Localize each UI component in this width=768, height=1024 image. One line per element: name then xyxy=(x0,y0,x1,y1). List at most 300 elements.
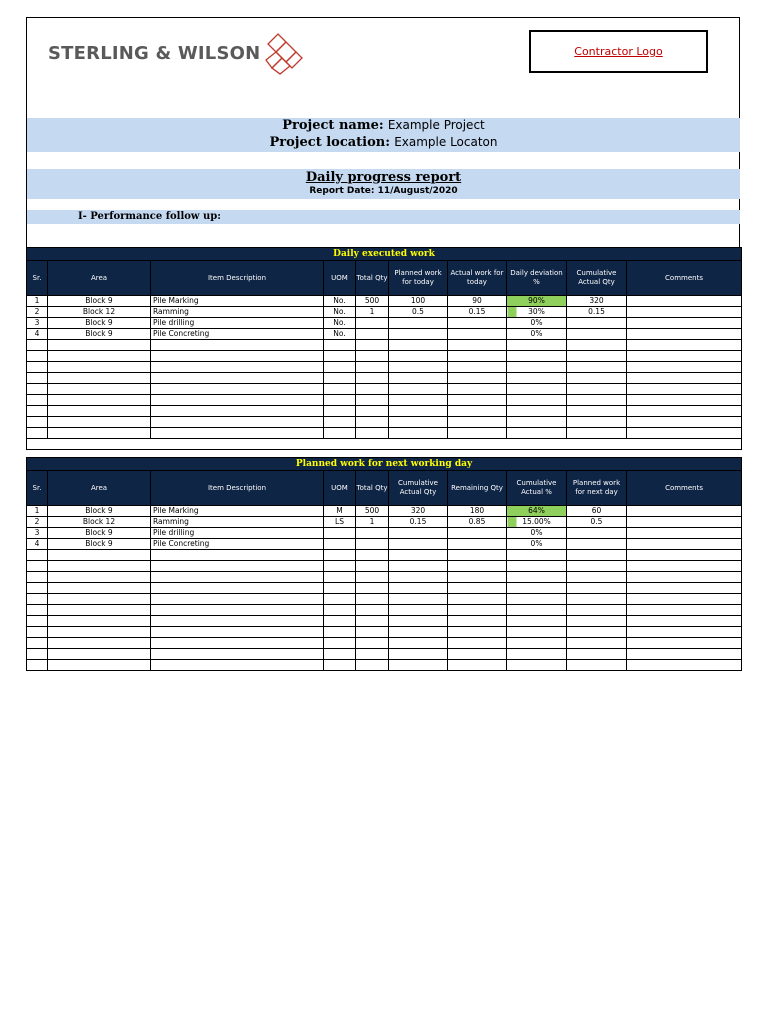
empty-cell[interactable] xyxy=(48,428,151,439)
empty-cell[interactable] xyxy=(627,660,742,671)
table-cell[interactable]: 180 xyxy=(448,506,507,517)
column-header: Item Description xyxy=(151,471,324,506)
empty-cell[interactable] xyxy=(27,373,48,384)
empty-cell[interactable] xyxy=(151,649,324,660)
table-cell[interactable]: 0% xyxy=(507,528,567,539)
empty-cell[interactable] xyxy=(356,616,389,627)
empty-cell[interactable] xyxy=(567,384,627,395)
empty-cell[interactable] xyxy=(507,373,567,384)
empty-cell[interactable] xyxy=(151,660,324,671)
empty-cell[interactable] xyxy=(567,362,627,373)
empty-cell[interactable] xyxy=(627,362,742,373)
empty-cell[interactable] xyxy=(27,384,48,395)
spacer-cell xyxy=(27,439,742,450)
empty-cell[interactable] xyxy=(627,627,742,638)
table-cell[interactable]: 1 xyxy=(356,517,389,528)
table-row xyxy=(27,329,742,340)
table-cell[interactable]: Pile Marking xyxy=(151,296,324,307)
empty-cell[interactable] xyxy=(356,417,389,428)
empty-cell[interactable] xyxy=(627,649,742,660)
empty-cell[interactable] xyxy=(48,351,151,362)
empty-cell[interactable] xyxy=(448,362,507,373)
empty-cell[interactable] xyxy=(627,395,742,406)
table-cell[interactable]: 0.5 xyxy=(567,517,627,528)
empty-cell[interactable] xyxy=(448,340,507,351)
column-header: Planned work for today xyxy=(389,261,448,296)
table-cell[interactable]: Block 9 xyxy=(48,318,151,329)
empty-cell[interactable] xyxy=(27,406,48,417)
empty-cell[interactable] xyxy=(356,627,389,638)
table-cell[interactable]: 64% xyxy=(507,506,567,517)
empty-cell[interactable] xyxy=(356,550,389,561)
empty-cell[interactable] xyxy=(627,605,742,616)
table-cell[interactable]: 90 xyxy=(448,296,507,307)
empty-cell[interactable] xyxy=(627,373,742,384)
table-cell[interactable]: 500 xyxy=(356,296,389,307)
empty-cell[interactable] xyxy=(356,351,389,362)
empty-cell[interactable] xyxy=(324,660,356,671)
empty-cell[interactable] xyxy=(48,616,151,627)
empty-cell[interactable] xyxy=(48,638,151,649)
table-cell[interactable] xyxy=(324,528,356,539)
table-cell[interactable]: 0% xyxy=(507,318,567,329)
empty-cell[interactable] xyxy=(507,351,567,362)
table-cell[interactable] xyxy=(356,318,389,329)
table-cell[interactable]: 0.15 xyxy=(567,307,627,318)
empty-cell[interactable] xyxy=(324,340,356,351)
empty-cell[interactable] xyxy=(567,616,627,627)
empty-cell[interactable] xyxy=(48,550,151,561)
empty-cell[interactable] xyxy=(151,351,324,362)
empty-cell[interactable] xyxy=(507,627,567,638)
empty-cell[interactable] xyxy=(627,550,742,561)
empty-cell[interactable] xyxy=(448,627,507,638)
empty-cell[interactable] xyxy=(151,362,324,373)
empty-cell[interactable] xyxy=(627,428,742,439)
empty-cell[interactable] xyxy=(567,406,627,417)
empty-cell[interactable] xyxy=(151,572,324,583)
empty-cell[interactable] xyxy=(448,351,507,362)
empty-cell[interactable] xyxy=(27,351,48,362)
empty-cell[interactable] xyxy=(27,428,48,439)
table-cell[interactable]: 4 xyxy=(27,539,48,550)
table-cell[interactable]: Block 9 xyxy=(48,539,151,550)
empty-cell[interactable] xyxy=(389,638,448,649)
table-cell[interactable]: Block 9 xyxy=(48,329,151,340)
empty-cell[interactable] xyxy=(27,561,48,572)
empty-cell[interactable] xyxy=(324,550,356,561)
empty-cell[interactable] xyxy=(389,649,448,660)
table-cell[interactable]: Block 12 xyxy=(48,517,151,528)
empty-cell[interactable] xyxy=(356,561,389,572)
empty-cell[interactable] xyxy=(151,627,324,638)
empty-cell[interactable] xyxy=(151,395,324,406)
empty-cell[interactable] xyxy=(356,660,389,671)
empty-cell[interactable] xyxy=(507,572,567,583)
table-cell[interactable] xyxy=(567,329,627,340)
empty-cell[interactable] xyxy=(627,384,742,395)
empty-cell[interactable] xyxy=(389,417,448,428)
empty-cell[interactable] xyxy=(627,417,742,428)
empty-cell[interactable] xyxy=(389,572,448,583)
column-header: Total Qty xyxy=(356,471,389,506)
empty-cell[interactable] xyxy=(27,605,48,616)
table-cell[interactable]: Pile Marking xyxy=(151,506,324,517)
table-cell[interactable]: No. xyxy=(324,329,356,340)
empty-cell[interactable] xyxy=(448,550,507,561)
empty-cell[interactable] xyxy=(151,561,324,572)
empty-cell[interactable] xyxy=(356,395,389,406)
empty-cell[interactable] xyxy=(48,362,151,373)
empty-cell[interactable] xyxy=(507,605,567,616)
table-cell[interactable]: 2 xyxy=(27,307,48,318)
empty-cell[interactable] xyxy=(627,561,742,572)
column-header-row xyxy=(27,471,742,506)
table-cell[interactable]: 0.15 xyxy=(389,517,448,528)
empty-cell[interactable] xyxy=(48,406,151,417)
empty-cell[interactable] xyxy=(448,616,507,627)
table-cell[interactable] xyxy=(627,528,742,539)
empty-cell[interactable] xyxy=(151,340,324,351)
empty-cell[interactable] xyxy=(356,594,389,605)
empty-cell[interactable] xyxy=(27,550,48,561)
table-cell[interactable] xyxy=(567,539,627,550)
empty-cell[interactable] xyxy=(389,362,448,373)
table-cell[interactable] xyxy=(627,296,742,307)
table-cell[interactable]: 2 xyxy=(27,517,48,528)
table-cell[interactable]: No. xyxy=(324,307,356,318)
table-cell[interactable]: M xyxy=(324,506,356,517)
empty-cell[interactable] xyxy=(448,395,507,406)
table-cell[interactable] xyxy=(356,539,389,550)
table-cell[interactable]: Block 9 xyxy=(48,506,151,517)
table-cell[interactable] xyxy=(389,539,448,550)
empty-cell[interactable] xyxy=(389,406,448,417)
empty-cell[interactable] xyxy=(356,406,389,417)
table-cell[interactable] xyxy=(627,539,742,550)
empty-cell[interactable] xyxy=(567,340,627,351)
table-cell[interactable] xyxy=(627,329,742,340)
table-cell[interactable]: 3 xyxy=(27,528,48,539)
empty-cell[interactable] xyxy=(324,561,356,572)
empty-cell[interactable] xyxy=(567,395,627,406)
empty-cell[interactable] xyxy=(567,373,627,384)
table-cell[interactable] xyxy=(448,329,507,340)
empty-cell[interactable] xyxy=(507,428,567,439)
empty-cell[interactable] xyxy=(324,406,356,417)
empty-cell[interactable] xyxy=(324,395,356,406)
empty-cell[interactable] xyxy=(507,340,567,351)
empty-cell[interactable] xyxy=(48,594,151,605)
empty-cell[interactable] xyxy=(567,605,627,616)
table-cell[interactable] xyxy=(356,329,389,340)
table-cell[interactable]: 30% xyxy=(507,307,567,318)
empty-cell[interactable] xyxy=(389,384,448,395)
table-cell[interactable] xyxy=(627,506,742,517)
empty-cell[interactable] xyxy=(324,417,356,428)
empty-cell[interactable] xyxy=(567,649,627,660)
section-title: Planned work for next working day xyxy=(27,458,742,471)
table-cell[interactable]: 0% xyxy=(507,329,567,340)
table-cell[interactable]: 1 xyxy=(27,506,48,517)
table-cell[interactable]: LS xyxy=(324,517,356,528)
empty-cell[interactable] xyxy=(27,638,48,649)
empty-cell[interactable] xyxy=(48,561,151,572)
empty-cell[interactable] xyxy=(324,649,356,660)
table-cell[interactable] xyxy=(448,528,507,539)
empty-cell[interactable] xyxy=(48,627,151,638)
empty-cell[interactable] xyxy=(627,583,742,594)
empty-cell[interactable] xyxy=(448,417,507,428)
empty-cell[interactable] xyxy=(356,583,389,594)
empty-cell[interactable] xyxy=(151,406,324,417)
table-cell[interactable]: 4 xyxy=(27,329,48,340)
empty-cell[interactable] xyxy=(389,550,448,561)
empty-cell[interactable] xyxy=(389,395,448,406)
company-name: STERLING & WILSON xyxy=(48,42,261,64)
empty-cell[interactable] xyxy=(48,649,151,660)
empty-cell[interactable] xyxy=(151,417,324,428)
empty-cell[interactable] xyxy=(627,340,742,351)
empty-cell[interactable] xyxy=(567,594,627,605)
table-cell[interactable]: 3 xyxy=(27,318,48,329)
empty-cell[interactable] xyxy=(324,572,356,583)
column-header: Actual work for today xyxy=(448,261,507,296)
empty-cell[interactable] xyxy=(27,649,48,660)
empty-cell[interactable] xyxy=(389,351,448,362)
empty-cell[interactable] xyxy=(507,649,567,660)
table-cell[interactable] xyxy=(567,528,627,539)
table-cell[interactable]: Pile Concreting xyxy=(151,539,324,550)
empty-cell[interactable] xyxy=(448,406,507,417)
empty-cell[interactable] xyxy=(627,406,742,417)
empty-cell[interactable] xyxy=(151,373,324,384)
empty-cell[interactable] xyxy=(324,616,356,627)
project-location-value: Example Locaton xyxy=(394,135,498,149)
empty-cell[interactable] xyxy=(567,638,627,649)
empty-cell[interactable] xyxy=(324,605,356,616)
empty-cell[interactable] xyxy=(448,428,507,439)
empty-cell[interactable] xyxy=(389,627,448,638)
empty-cell[interactable] xyxy=(324,638,356,649)
empty-cell[interactable] xyxy=(567,428,627,439)
table-cell[interactable] xyxy=(389,318,448,329)
table-cell[interactable]: 0.5 xyxy=(389,307,448,318)
empty-cell[interactable] xyxy=(507,384,567,395)
table-cell[interactable]: 15.00% xyxy=(507,517,567,528)
table-cell[interactable]: 0.15 xyxy=(448,307,507,318)
table-cell[interactable] xyxy=(356,528,389,539)
table-cell[interactable] xyxy=(324,539,356,550)
empty-cell[interactable] xyxy=(448,561,507,572)
column-header: Remaining Qty xyxy=(448,471,507,506)
empty-cell[interactable] xyxy=(356,605,389,616)
table-row xyxy=(27,539,742,550)
empty-cell[interactable] xyxy=(324,362,356,373)
empty-cell[interactable] xyxy=(151,550,324,561)
empty-cell[interactable] xyxy=(507,550,567,561)
table-row xyxy=(27,296,742,307)
table-cell[interactable] xyxy=(627,517,742,528)
empty-cell[interactable] xyxy=(27,362,48,373)
empty-cell[interactable] xyxy=(356,649,389,660)
empty-cell[interactable] xyxy=(389,428,448,439)
table-cell[interactable]: 100 xyxy=(389,296,448,307)
empty-cell[interactable] xyxy=(151,605,324,616)
empty-cell[interactable] xyxy=(27,660,48,671)
table-row xyxy=(27,517,742,528)
table-cell[interactable]: 0% xyxy=(507,539,567,550)
empty-cell[interactable] xyxy=(324,384,356,395)
table-cell[interactable]: Block 12 xyxy=(48,307,151,318)
empty-cell[interactable] xyxy=(389,340,448,351)
empty-cell[interactable] xyxy=(356,638,389,649)
empty-cell[interactable] xyxy=(48,605,151,616)
table-cell[interactable]: Pile drilling xyxy=(151,528,324,539)
empty-cell[interactable] xyxy=(507,561,567,572)
empty-cell[interactable] xyxy=(324,594,356,605)
empty-cell[interactable] xyxy=(389,616,448,627)
empty-cell[interactable] xyxy=(567,572,627,583)
table-cell[interactable]: Block 9 xyxy=(48,296,151,307)
empty-row xyxy=(27,395,742,406)
empty-cell[interactable] xyxy=(389,373,448,384)
table-cell[interactable]: 320 xyxy=(389,506,448,517)
empty-cell[interactable] xyxy=(567,417,627,428)
empty-cell[interactable] xyxy=(356,572,389,583)
empty-cell[interactable] xyxy=(389,594,448,605)
empty-cell[interactable] xyxy=(507,362,567,373)
empty-cell[interactable] xyxy=(627,594,742,605)
empty-cell[interactable] xyxy=(389,583,448,594)
project-name-value: Example Project xyxy=(387,118,485,132)
empty-cell[interactable] xyxy=(507,417,567,428)
empty-cell[interactable] xyxy=(448,605,507,616)
empty-cell[interactable] xyxy=(151,428,324,439)
empty-cell[interactable] xyxy=(507,660,567,671)
table-cell[interactable]: Block 9 xyxy=(48,528,151,539)
empty-cell[interactable] xyxy=(567,561,627,572)
empty-row xyxy=(27,550,742,561)
empty-cell[interactable] xyxy=(151,583,324,594)
table-cell[interactable] xyxy=(627,318,742,329)
contractor-logo-placeholder: Contractor Logo xyxy=(529,30,708,73)
empty-cell[interactable] xyxy=(389,561,448,572)
empty-cell[interactable] xyxy=(27,572,48,583)
table-cell[interactable]: Pile drilling xyxy=(151,318,324,329)
table-cell[interactable]: 60 xyxy=(567,506,627,517)
empty-cell[interactable] xyxy=(507,583,567,594)
empty-cell[interactable] xyxy=(356,340,389,351)
empty-cell[interactable] xyxy=(324,583,356,594)
empty-cell[interactable] xyxy=(324,351,356,362)
empty-cell[interactable] xyxy=(448,583,507,594)
empty-cell[interactable] xyxy=(507,406,567,417)
empty-cell[interactable] xyxy=(151,616,324,627)
empty-cell[interactable] xyxy=(48,373,151,384)
table-cell[interactable] xyxy=(627,307,742,318)
table-cell[interactable]: 320 xyxy=(567,296,627,307)
table-cell[interactable]: 1 xyxy=(356,307,389,318)
empty-row xyxy=(27,583,742,594)
empty-cell[interactable] xyxy=(324,627,356,638)
empty-cell[interactable] xyxy=(567,583,627,594)
empty-cell[interactable] xyxy=(27,627,48,638)
table-cell[interactable]: 500 xyxy=(356,506,389,517)
empty-cell[interactable] xyxy=(356,362,389,373)
table-cell[interactable]: 90% xyxy=(507,296,567,307)
empty-cell[interactable] xyxy=(448,649,507,660)
empty-cell[interactable] xyxy=(48,340,151,351)
table-cell[interactable]: Pile Concreting xyxy=(151,329,324,340)
empty-cell[interactable] xyxy=(324,428,356,439)
empty-cell[interactable] xyxy=(48,417,151,428)
empty-cell[interactable] xyxy=(324,373,356,384)
empty-cell[interactable] xyxy=(507,594,567,605)
empty-cell[interactable] xyxy=(567,550,627,561)
empty-cell[interactable] xyxy=(356,428,389,439)
empty-cell[interactable] xyxy=(448,660,507,671)
table-cell[interactable]: No. xyxy=(324,318,356,329)
empty-cell[interactable] xyxy=(507,616,567,627)
empty-cell[interactable] xyxy=(627,638,742,649)
empty-cell[interactable] xyxy=(151,594,324,605)
table-cell[interactable] xyxy=(389,329,448,340)
empty-cell[interactable] xyxy=(27,417,48,428)
empty-cell[interactable] xyxy=(389,605,448,616)
empty-cell[interactable] xyxy=(48,660,151,671)
table-cell[interactable]: 0.85 xyxy=(448,517,507,528)
empty-cell[interactable] xyxy=(448,373,507,384)
empty-cell[interactable] xyxy=(448,594,507,605)
empty-cell[interactable] xyxy=(627,351,742,362)
empty-cell[interactable] xyxy=(507,638,567,649)
empty-cell[interactable] xyxy=(627,616,742,627)
table-row xyxy=(27,506,742,517)
empty-cell[interactable] xyxy=(27,594,48,605)
table-cell[interactable] xyxy=(448,539,507,550)
table-cell[interactable]: No. xyxy=(324,296,356,307)
empty-cell[interactable] xyxy=(448,638,507,649)
empty-cell[interactable] xyxy=(48,395,151,406)
empty-cell[interactable] xyxy=(356,373,389,384)
empty-cell[interactable] xyxy=(151,384,324,395)
empty-cell[interactable] xyxy=(627,572,742,583)
empty-cell[interactable] xyxy=(567,627,627,638)
table-cell[interactable] xyxy=(448,318,507,329)
table-cell[interactable]: Ramming xyxy=(151,307,324,318)
empty-cell[interactable] xyxy=(27,395,48,406)
empty-cell[interactable] xyxy=(567,660,627,671)
table-cell[interactable]: 1 xyxy=(27,296,48,307)
table-cell[interactable]: Ramming xyxy=(151,517,324,528)
empty-cell[interactable] xyxy=(27,340,48,351)
empty-cell[interactable] xyxy=(48,384,151,395)
empty-cell[interactable] xyxy=(507,395,567,406)
table-cell[interactable] xyxy=(389,528,448,539)
empty-cell[interactable] xyxy=(448,384,507,395)
empty-cell[interactable] xyxy=(151,638,324,649)
empty-cell[interactable] xyxy=(567,351,627,362)
empty-cell[interactable] xyxy=(356,384,389,395)
empty-cell[interactable] xyxy=(48,583,151,594)
empty-cell[interactable] xyxy=(27,583,48,594)
empty-cell[interactable] xyxy=(27,616,48,627)
empty-cell[interactable] xyxy=(389,660,448,671)
empty-cell[interactable] xyxy=(48,572,151,583)
empty-cell[interactable] xyxy=(448,572,507,583)
table-cell[interactable] xyxy=(567,318,627,329)
